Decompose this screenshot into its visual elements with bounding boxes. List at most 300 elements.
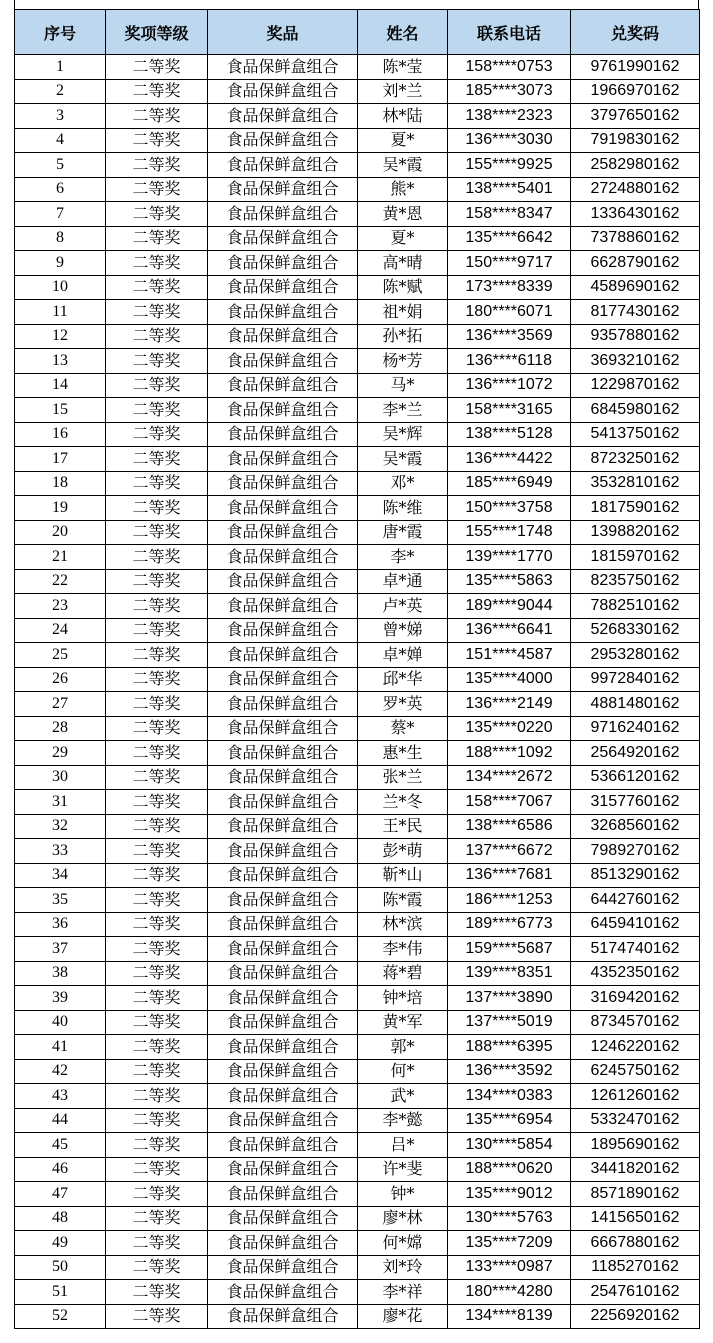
row-phone: 136****3030 bbox=[448, 128, 571, 153]
row-no: 3 bbox=[15, 104, 106, 129]
row-phone: 155****9925 bbox=[448, 153, 571, 178]
table-row bbox=[15, 275, 700, 300]
row-phone: 139****1770 bbox=[448, 545, 571, 570]
row-name: 孙*拓 bbox=[358, 324, 448, 349]
row-no: 36 bbox=[15, 912, 106, 937]
row-redeem-code: 1415650162 bbox=[571, 1206, 700, 1231]
row-redeem-code: 1229870162 bbox=[571, 373, 700, 398]
row-no: 2 bbox=[15, 79, 106, 104]
row-name: 兰*冬 bbox=[358, 790, 448, 815]
row-redeem-code: 6845980162 bbox=[571, 398, 700, 423]
row-phone: 136****4422 bbox=[448, 447, 571, 472]
row-phone: 151****4587 bbox=[448, 643, 571, 668]
row-no: 48 bbox=[15, 1206, 106, 1231]
table-row bbox=[15, 471, 700, 496]
row-prize-item: 食品保鲜盒组合 bbox=[208, 1304, 358, 1329]
row-redeem-code: 1966970162 bbox=[571, 79, 700, 104]
row-prize-item: 食品保鲜盒组合 bbox=[208, 128, 358, 153]
row-no: 37 bbox=[15, 937, 106, 962]
row-name: 杨*芳 bbox=[358, 349, 448, 374]
row-phone: 185****3073 bbox=[448, 79, 571, 104]
row-phone: 173****8339 bbox=[448, 275, 571, 300]
row-no: 52 bbox=[15, 1304, 106, 1329]
row-no: 26 bbox=[15, 667, 106, 692]
row-prize-level: 二等奖 bbox=[106, 618, 208, 643]
row-prize-level: 二等奖 bbox=[106, 692, 208, 717]
row-no: 38 bbox=[15, 961, 106, 986]
row-prize-level: 二等奖 bbox=[106, 667, 208, 692]
row-name: 卓*通 bbox=[358, 569, 448, 594]
table-row bbox=[15, 814, 700, 839]
row-name: 唐*霞 bbox=[358, 520, 448, 545]
table-row bbox=[15, 618, 700, 643]
row-prize-item: 食品保鲜盒组合 bbox=[208, 1255, 358, 1280]
row-prize-level: 二等奖 bbox=[106, 1280, 208, 1305]
row-phone: 150****9717 bbox=[448, 251, 571, 276]
row-phone: 155****1748 bbox=[448, 520, 571, 545]
row-no: 45 bbox=[15, 1133, 106, 1158]
row-redeem-code: 8734570162 bbox=[571, 1010, 700, 1035]
row-redeem-code: 1185270162 bbox=[571, 1255, 700, 1280]
winners-table bbox=[14, 9, 700, 1329]
row-prize-item: 食品保鲜盒组合 bbox=[208, 839, 358, 864]
row-prize-level: 二等奖 bbox=[106, 986, 208, 1011]
table-row bbox=[15, 545, 700, 570]
row-redeem-code: 7989270162 bbox=[571, 839, 700, 864]
row-prize-item: 食品保鲜盒组合 bbox=[208, 1133, 358, 1158]
row-prize-level: 二等奖 bbox=[106, 447, 208, 472]
row-prize-item: 食品保鲜盒组合 bbox=[208, 790, 358, 815]
row-prize-level: 二等奖 bbox=[106, 1035, 208, 1060]
table-row bbox=[15, 790, 700, 815]
row-prize-item: 食品保鲜盒组合 bbox=[208, 55, 358, 80]
row-phone: 138****5128 bbox=[448, 422, 571, 447]
row-phone: 135****7209 bbox=[448, 1231, 571, 1256]
row-redeem-code: 1246220162 bbox=[571, 1035, 700, 1060]
row-redeem-code: 9357880162 bbox=[571, 324, 700, 349]
row-prize-level: 二等奖 bbox=[106, 1084, 208, 1109]
row-phone: 186****1253 bbox=[448, 888, 571, 913]
row-name: 何*嫦 bbox=[358, 1231, 448, 1256]
row-no: 6 bbox=[15, 177, 106, 202]
row-name: 黄*军 bbox=[358, 1010, 448, 1035]
row-name: 廖*花 bbox=[358, 1304, 448, 1329]
row-prize-item: 食品保鲜盒组合 bbox=[208, 667, 358, 692]
table-row bbox=[15, 202, 700, 227]
row-redeem-code: 4352350162 bbox=[571, 961, 700, 986]
row-prize-item: 食品保鲜盒组合 bbox=[208, 177, 358, 202]
table-row bbox=[15, 1280, 700, 1305]
table-row bbox=[15, 1035, 700, 1060]
row-no: 8 bbox=[15, 226, 106, 251]
row-no: 35 bbox=[15, 888, 106, 913]
table-row bbox=[15, 422, 700, 447]
row-name: 刘*兰 bbox=[358, 79, 448, 104]
row-prize-level: 二等奖 bbox=[106, 104, 208, 129]
table-row bbox=[15, 888, 700, 913]
row-phone: 130****5763 bbox=[448, 1206, 571, 1231]
row-name: 惠*生 bbox=[358, 741, 448, 766]
row-prize-level: 二等奖 bbox=[106, 912, 208, 937]
table-row bbox=[15, 55, 700, 80]
table-row bbox=[15, 692, 700, 717]
row-no: 10 bbox=[15, 275, 106, 300]
row-name: 卓*婵 bbox=[358, 643, 448, 668]
row-prize-item: 食品保鲜盒组合 bbox=[208, 1182, 358, 1207]
row-prize-item: 食品保鲜盒组合 bbox=[208, 349, 358, 374]
table-row bbox=[15, 1206, 700, 1231]
header-name: 姓名 bbox=[358, 10, 448, 55]
row-prize-level: 二等奖 bbox=[106, 814, 208, 839]
row-name: 陈*维 bbox=[358, 496, 448, 521]
row-name: 刘*玲 bbox=[358, 1255, 448, 1280]
row-prize-level: 二等奖 bbox=[106, 569, 208, 594]
row-redeem-code: 9972840162 bbox=[571, 667, 700, 692]
row-prize-item: 食品保鲜盒组合 bbox=[208, 496, 358, 521]
row-phone: 189****6773 bbox=[448, 912, 571, 937]
row-prize-level: 二等奖 bbox=[106, 373, 208, 398]
row-no: 13 bbox=[15, 349, 106, 374]
table-row bbox=[15, 324, 700, 349]
table-row bbox=[15, 765, 700, 790]
row-phone: 134****0383 bbox=[448, 1084, 571, 1109]
row-prize-level: 二等奖 bbox=[106, 251, 208, 276]
row-prize-item: 食品保鲜盒组合 bbox=[208, 569, 358, 594]
table-row bbox=[15, 1231, 700, 1256]
header-prize-item: 奖品 bbox=[208, 10, 358, 55]
row-redeem-code: 7919830162 bbox=[571, 128, 700, 153]
row-phone: 135****5863 bbox=[448, 569, 571, 594]
row-prize-item: 食品保鲜盒组合 bbox=[208, 863, 358, 888]
row-redeem-code: 2724880162 bbox=[571, 177, 700, 202]
row-redeem-code: 8513290162 bbox=[571, 863, 700, 888]
row-prize-item: 食品保鲜盒组合 bbox=[208, 1157, 358, 1182]
row-prize-item: 食品保鲜盒组合 bbox=[208, 324, 358, 349]
table-row bbox=[15, 398, 700, 423]
row-no: 47 bbox=[15, 1182, 106, 1207]
row-redeem-code: 3157760162 bbox=[571, 790, 700, 815]
row-prize-level: 二等奖 bbox=[106, 471, 208, 496]
row-prize-level: 二等奖 bbox=[106, 1157, 208, 1182]
row-name: 蒋*碧 bbox=[358, 961, 448, 986]
row-phone: 139****8351 bbox=[448, 961, 571, 986]
row-name: 许*斐 bbox=[358, 1157, 448, 1182]
row-redeem-code: 1398820162 bbox=[571, 520, 700, 545]
row-prize-item: 食品保鲜盒组合 bbox=[208, 300, 358, 325]
row-redeem-code: 3268560162 bbox=[571, 814, 700, 839]
table-row bbox=[15, 1304, 700, 1329]
row-phone: 134****2672 bbox=[448, 765, 571, 790]
row-prize-item: 食品保鲜盒组合 bbox=[208, 1010, 358, 1035]
row-phone: 158****3165 bbox=[448, 398, 571, 423]
row-prize-item: 食品保鲜盒组合 bbox=[208, 961, 358, 986]
table-row bbox=[15, 594, 700, 619]
row-name: 邱*华 bbox=[358, 667, 448, 692]
row-prize-level: 二等奖 bbox=[106, 275, 208, 300]
row-prize-item: 食品保鲜盒组合 bbox=[208, 765, 358, 790]
row-prize-item: 食品保鲜盒组合 bbox=[208, 79, 358, 104]
row-redeem-code: 3169420162 bbox=[571, 986, 700, 1011]
table-row bbox=[15, 128, 700, 153]
row-prize-level: 二等奖 bbox=[106, 1206, 208, 1231]
row-name: 吕* bbox=[358, 1133, 448, 1158]
row-prize-level: 二等奖 bbox=[106, 226, 208, 251]
row-phone: 138****6586 bbox=[448, 814, 571, 839]
table-row bbox=[15, 251, 700, 276]
row-no: 30 bbox=[15, 765, 106, 790]
row-prize-level: 二等奖 bbox=[106, 1133, 208, 1158]
table-row bbox=[15, 839, 700, 864]
row-redeem-code: 5413750162 bbox=[571, 422, 700, 447]
row-prize-item: 食品保鲜盒组合 bbox=[208, 643, 358, 668]
row-name: 高*晴 bbox=[358, 251, 448, 276]
row-phone: 136****6641 bbox=[448, 618, 571, 643]
row-name: 钟* bbox=[358, 1182, 448, 1207]
row-name: 张*兰 bbox=[358, 765, 448, 790]
row-prize-level: 二等奖 bbox=[106, 594, 208, 619]
table-row bbox=[15, 1182, 700, 1207]
row-name: 夏* bbox=[358, 128, 448, 153]
row-phone: 138****2323 bbox=[448, 104, 571, 129]
row-phone: 135****6954 bbox=[448, 1108, 571, 1133]
row-prize-item: 食品保鲜盒组合 bbox=[208, 1059, 358, 1084]
table-row bbox=[15, 1059, 700, 1084]
row-prize-level: 二等奖 bbox=[106, 716, 208, 741]
row-name: 邓* bbox=[358, 471, 448, 496]
row-name: 黄*恩 bbox=[358, 202, 448, 227]
table-row bbox=[15, 643, 700, 668]
row-no: 11 bbox=[15, 300, 106, 325]
row-prize-item: 食品保鲜盒组合 bbox=[208, 888, 358, 913]
row-phone: 185****6949 bbox=[448, 471, 571, 496]
row-redeem-code: 6245750162 bbox=[571, 1059, 700, 1084]
table-row bbox=[15, 496, 700, 521]
row-no: 21 bbox=[15, 545, 106, 570]
table-row bbox=[15, 1084, 700, 1109]
row-prize-item: 食品保鲜盒组合 bbox=[208, 202, 358, 227]
row-redeem-code: 4589690162 bbox=[571, 275, 700, 300]
row-no: 25 bbox=[15, 643, 106, 668]
table-row bbox=[15, 1255, 700, 1280]
row-prize-level: 二等奖 bbox=[106, 790, 208, 815]
row-no: 44 bbox=[15, 1108, 106, 1133]
row-prize-level: 二等奖 bbox=[106, 1182, 208, 1207]
table-row bbox=[15, 1157, 700, 1182]
row-no: 19 bbox=[15, 496, 106, 521]
row-phone: 188****1092 bbox=[448, 741, 571, 766]
row-prize-level: 二等奖 bbox=[106, 79, 208, 104]
row-prize-level: 二等奖 bbox=[106, 937, 208, 962]
table-row bbox=[15, 177, 700, 202]
row-no: 28 bbox=[15, 716, 106, 741]
table-row bbox=[15, 937, 700, 962]
row-redeem-code: 6459410162 bbox=[571, 912, 700, 937]
table-row bbox=[15, 986, 700, 1011]
row-prize-level: 二等奖 bbox=[106, 324, 208, 349]
row-no: 43 bbox=[15, 1084, 106, 1109]
row-name: 李*兰 bbox=[358, 398, 448, 423]
row-redeem-code: 6667880162 bbox=[571, 1231, 700, 1256]
row-prize-level: 二等奖 bbox=[106, 202, 208, 227]
row-phone: 137****3890 bbox=[448, 986, 571, 1011]
row-prize-level: 二等奖 bbox=[106, 1304, 208, 1329]
row-phone: 133****0987 bbox=[448, 1255, 571, 1280]
row-phone: 158****7067 bbox=[448, 790, 571, 815]
table-body bbox=[15, 55, 700, 1329]
row-name: 廖*林 bbox=[358, 1206, 448, 1231]
row-no: 7 bbox=[15, 202, 106, 227]
row-no: 49 bbox=[15, 1231, 106, 1256]
row-phone: 135****9012 bbox=[448, 1182, 571, 1207]
table-row bbox=[15, 520, 700, 545]
row-prize-level: 二等奖 bbox=[106, 177, 208, 202]
row-no: 27 bbox=[15, 692, 106, 717]
row-phone: 188****0620 bbox=[448, 1157, 571, 1182]
row-no: 34 bbox=[15, 863, 106, 888]
row-prize-level: 二等奖 bbox=[106, 545, 208, 570]
row-prize-item: 食品保鲜盒组合 bbox=[208, 104, 358, 129]
row-redeem-code: 5366120162 bbox=[571, 765, 700, 790]
row-phone: 136****7681 bbox=[448, 863, 571, 888]
row-name: 李*祥 bbox=[358, 1280, 448, 1305]
row-redeem-code: 6628790162 bbox=[571, 251, 700, 276]
row-prize-level: 二等奖 bbox=[106, 888, 208, 913]
row-prize-level: 二等奖 bbox=[106, 863, 208, 888]
row-no: 29 bbox=[15, 741, 106, 766]
row-prize-level: 二等奖 bbox=[106, 1231, 208, 1256]
row-name: 李*伟 bbox=[358, 937, 448, 962]
row-name: 何* bbox=[358, 1059, 448, 1084]
row-prize-level: 二等奖 bbox=[106, 128, 208, 153]
header-row bbox=[15, 10, 700, 55]
row-prize-level: 二等奖 bbox=[106, 839, 208, 864]
table-row bbox=[15, 716, 700, 741]
table-row bbox=[15, 447, 700, 472]
row-phone: 180****4280 bbox=[448, 1280, 571, 1305]
row-phone: 135****0220 bbox=[448, 716, 571, 741]
row-prize-item: 食品保鲜盒组合 bbox=[208, 545, 358, 570]
row-redeem-code: 1895690162 bbox=[571, 1133, 700, 1158]
row-no: 46 bbox=[15, 1157, 106, 1182]
header-prize-level: 奖项等级 bbox=[106, 10, 208, 55]
row-name: 武* bbox=[358, 1084, 448, 1109]
table-row bbox=[15, 104, 700, 129]
row-name: 李*懿 bbox=[358, 1108, 448, 1133]
row-redeem-code: 3441820162 bbox=[571, 1157, 700, 1182]
row-redeem-code: 2953280162 bbox=[571, 643, 700, 668]
row-prize-level: 二等奖 bbox=[106, 153, 208, 178]
row-no: 42 bbox=[15, 1059, 106, 1084]
row-redeem-code: 8571890162 bbox=[571, 1182, 700, 1207]
table-row bbox=[15, 226, 700, 251]
row-prize-item: 食品保鲜盒组合 bbox=[208, 741, 358, 766]
row-prize-item: 食品保鲜盒组合 bbox=[208, 986, 358, 1011]
table-row bbox=[15, 961, 700, 986]
row-phone: 136****6118 bbox=[448, 349, 571, 374]
row-name: 吴*辉 bbox=[358, 422, 448, 447]
row-prize-item: 食品保鲜盒组合 bbox=[208, 594, 358, 619]
table-row bbox=[15, 667, 700, 692]
row-prize-item: 食品保鲜盒组合 bbox=[208, 1231, 358, 1256]
row-phone: 135****4000 bbox=[448, 667, 571, 692]
row-redeem-code: 8235750162 bbox=[571, 569, 700, 594]
table-row bbox=[15, 79, 700, 104]
table-row bbox=[15, 153, 700, 178]
row-name: 李* bbox=[358, 545, 448, 570]
row-redeem-code: 1336430162 bbox=[571, 202, 700, 227]
row-prize-item: 食品保鲜盒组合 bbox=[208, 153, 358, 178]
row-no: 17 bbox=[15, 447, 106, 472]
row-redeem-code: 9761990162 bbox=[571, 55, 700, 80]
row-prize-level: 二等奖 bbox=[106, 1010, 208, 1035]
row-redeem-code: 5174740162 bbox=[571, 937, 700, 962]
row-phone: 137****5019 bbox=[448, 1010, 571, 1035]
row-prize-level: 二等奖 bbox=[106, 520, 208, 545]
row-phone: 136****3569 bbox=[448, 324, 571, 349]
table-header bbox=[15, 10, 700, 55]
row-phone: 137****6672 bbox=[448, 839, 571, 864]
table-row bbox=[15, 863, 700, 888]
row-name: 陈*莹 bbox=[358, 55, 448, 80]
row-prize-item: 食品保鲜盒组合 bbox=[208, 618, 358, 643]
row-prize-level: 二等奖 bbox=[106, 55, 208, 80]
table-row bbox=[15, 741, 700, 766]
row-phone: 134****8139 bbox=[448, 1304, 571, 1329]
row-prize-item: 食品保鲜盒组合 bbox=[208, 520, 358, 545]
row-name: 熊* bbox=[358, 177, 448, 202]
row-prize-item: 食品保鲜盒组合 bbox=[208, 275, 358, 300]
row-redeem-code: 8723250162 bbox=[571, 447, 700, 472]
row-name: 吴*霞 bbox=[358, 447, 448, 472]
row-no: 41 bbox=[15, 1035, 106, 1060]
row-name: 蔡* bbox=[358, 716, 448, 741]
row-phone: 136****2149 bbox=[448, 692, 571, 717]
row-phone: 158****8347 bbox=[448, 202, 571, 227]
row-prize-level: 二等奖 bbox=[106, 1108, 208, 1133]
row-name: 林*滨 bbox=[358, 912, 448, 937]
table-row bbox=[15, 1108, 700, 1133]
row-prize-item: 食品保鲜盒组合 bbox=[208, 1280, 358, 1305]
row-redeem-code: 5268330162 bbox=[571, 618, 700, 643]
row-no: 51 bbox=[15, 1280, 106, 1305]
row-name: 吴*霞 bbox=[358, 153, 448, 178]
row-redeem-code: 3693210162 bbox=[571, 349, 700, 374]
row-phone: 188****6395 bbox=[448, 1035, 571, 1060]
row-phone: 159****5687 bbox=[448, 937, 571, 962]
row-redeem-code: 2547610162 bbox=[571, 1280, 700, 1305]
row-redeem-code: 3797650162 bbox=[571, 104, 700, 129]
row-no: 40 bbox=[15, 1010, 106, 1035]
row-no: 31 bbox=[15, 790, 106, 815]
row-no: 50 bbox=[15, 1255, 106, 1280]
row-name: 夏* bbox=[358, 226, 448, 251]
table-row bbox=[15, 300, 700, 325]
row-prize-item: 食品保鲜盒组合 bbox=[208, 226, 358, 251]
header-no: 序号 bbox=[15, 10, 106, 55]
row-redeem-code: 7378860162 bbox=[571, 226, 700, 251]
row-phone: 180****6071 bbox=[448, 300, 571, 325]
row-name: 曾*娣 bbox=[358, 618, 448, 643]
row-prize-level: 二等奖 bbox=[106, 349, 208, 374]
row-name: 陈*霞 bbox=[358, 888, 448, 913]
row-redeem-code: 2256920162 bbox=[571, 1304, 700, 1329]
row-prize-item: 食品保鲜盒组合 bbox=[208, 912, 358, 937]
row-no: 1 bbox=[15, 55, 106, 80]
row-prize-item: 食品保鲜盒组合 bbox=[208, 1206, 358, 1231]
row-prize-level: 二等奖 bbox=[106, 643, 208, 668]
table-row bbox=[15, 1133, 700, 1158]
row-prize-item: 食品保鲜盒组合 bbox=[208, 937, 358, 962]
